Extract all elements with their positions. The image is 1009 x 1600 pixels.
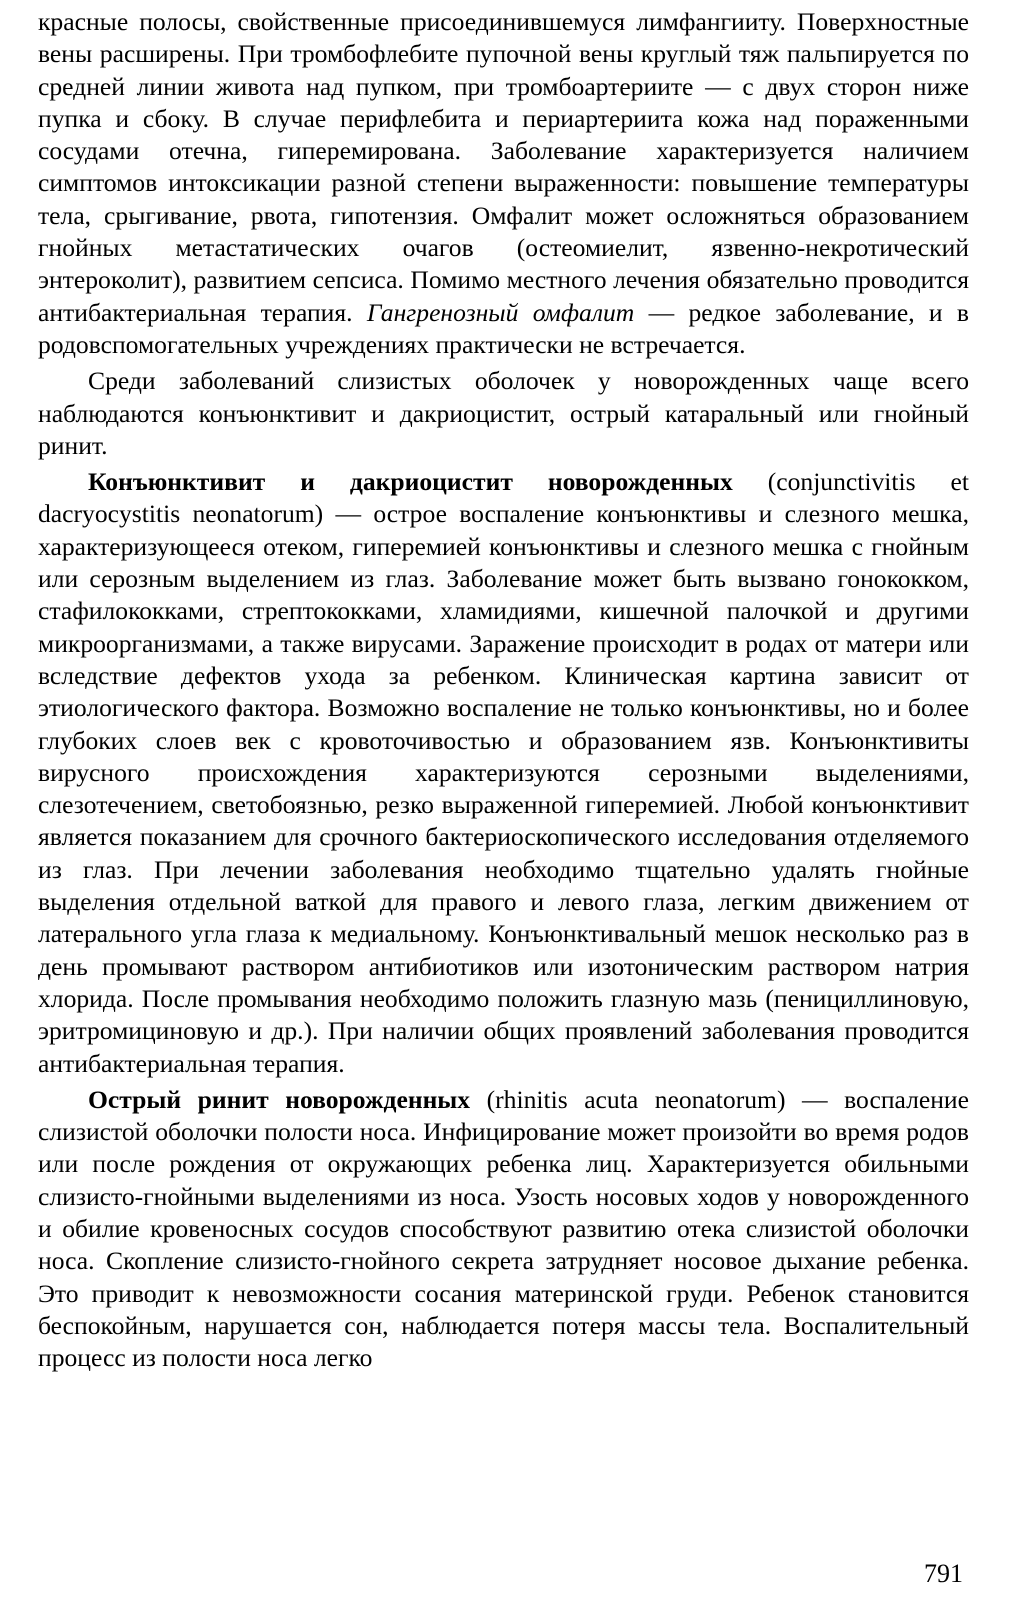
- omphalitis-text-part-2: — редкое заболевание, и в родовспомогательных учреждениях практически не встречается.: [38, 297, 969, 359]
- paragraph-conjunctivitis: [38, 466, 969, 1080]
- paragraph-mucosa-diseases: [38, 365, 969, 462]
- conjunctivitis-heading-term: Конъюнктивит и дакриоцистит новорожденных: [88, 467, 733, 497]
- rhinitis-heading-term: Острый ринит новорожденных: [88, 1084, 471, 1114]
- rhinitis-text: (rhinitis acuta neonatorum) — воспаление слизистой оболочки полости носа. Инфицирование может произойти во время родов или после рождения от окружающих ребенка лиц. Характеризуется обильными слизисто-гнойными выделениями из носа. Узость носовых ходов у новорожденного и обилие кровеносных сосудов способствуют развитию отека слизистой оболочки носа. Скопление слизисто-гнойного секрета затрудняет носовое дыхание ребенка. Это приводит к невозможности сосания материнской груди. Ребенок становится беспокойным, нарушается сон, наблюдается потеря массы тела. Воспалительный процесс из полости носа легко: [38, 1084, 969, 1373]
- mucosa-diseases-text: Среди заболеваний слизистых оболочек у новорожденных чаще всего наблюдаются конъюнктивит и дакриоцистит, острый катаральный или гнойный ринит.: [38, 366, 969, 460]
- omphalitis-text-part-1: красные полосы, свойственные присоединившемуся лимфангииту. Поверхностные вены расширены. При тромбофлебите пупочной вены круглый тяж пальпируется по средней линии живота над пупком, при тромбоартериите — с двух сторон ниже пупка и сбоку. В случае перифлебита и периартериита кожа над пораженными сосудами отечна, гиперемирована. Заболевание характеризуется наличием симптомов интоксикации разной степени выраженности: повышение температуры тела, срыгивание, рвота, гипотензия. Омфалит может осложняться образованием гнойных метастатических очагов (остеомиелит, язвенно-некротический энтероколит), развитием сепсиса. Помимо местного лечения обязательно проводится антибактериальная терапия.: [38, 7, 969, 327]
- paragraph-rhinitis: [38, 1084, 969, 1375]
- body-text: [38, 6, 969, 1374]
- conjunctivitis-text: (conjunctivitis et dacryocystitis neonatorum) — острое воспаление конъюнктивы и слезного мешка, характеризующееся отеком, гиперемией конъюнктивы и слезного мешка с гнойным или серозным выделением из глаз. Заболевание может быть вызвано гонококком, стафилококками, стрептококками, хламидиями, кишечной палочкой и другими микроорганизмами, а также вирусами. Заражение происходит в родах от матери или вследствие дефектов ухода за ребенком. Клиническая картина зависит от этиологического фактора. Возможно воспаление не только конъюнктивы, но и более глубоких слоев век с кровоточивостью и образованием язв. Конъюнктивиты вирусного происхождения характеризуются серозными выделениями, слезотечением, светобоязнью, резко выраженной гиперемией. Любой конъюнктивит является показанием для срочного бактериоскопического исследования отделяемого из глаз. При лечении заболевания необходимо тщательно удалять гнойные выделения отдельной ваткой для правого и левого глаза, легким движением от латерального угла глаза к медиальному. Конъюнктивальный мешок несколько раз в день промывают раствором антибиотиков или изотоническим раствором натрия хлорида. После промывания необходимо положить глазную мазь (пенициллиновую, эритромициновую и др.). При наличии общих проявлений заболевания проводится антибактериальная терапия.: [38, 467, 969, 1078]
- page-number: 791: [924, 1559, 963, 1588]
- book-page: [38, 6, 969, 1600]
- gangrenous-omphalitis-term: Гангренозный омфалит: [366, 297, 635, 327]
- paragraph-omphalitis-continuation: [38, 6, 969, 361]
